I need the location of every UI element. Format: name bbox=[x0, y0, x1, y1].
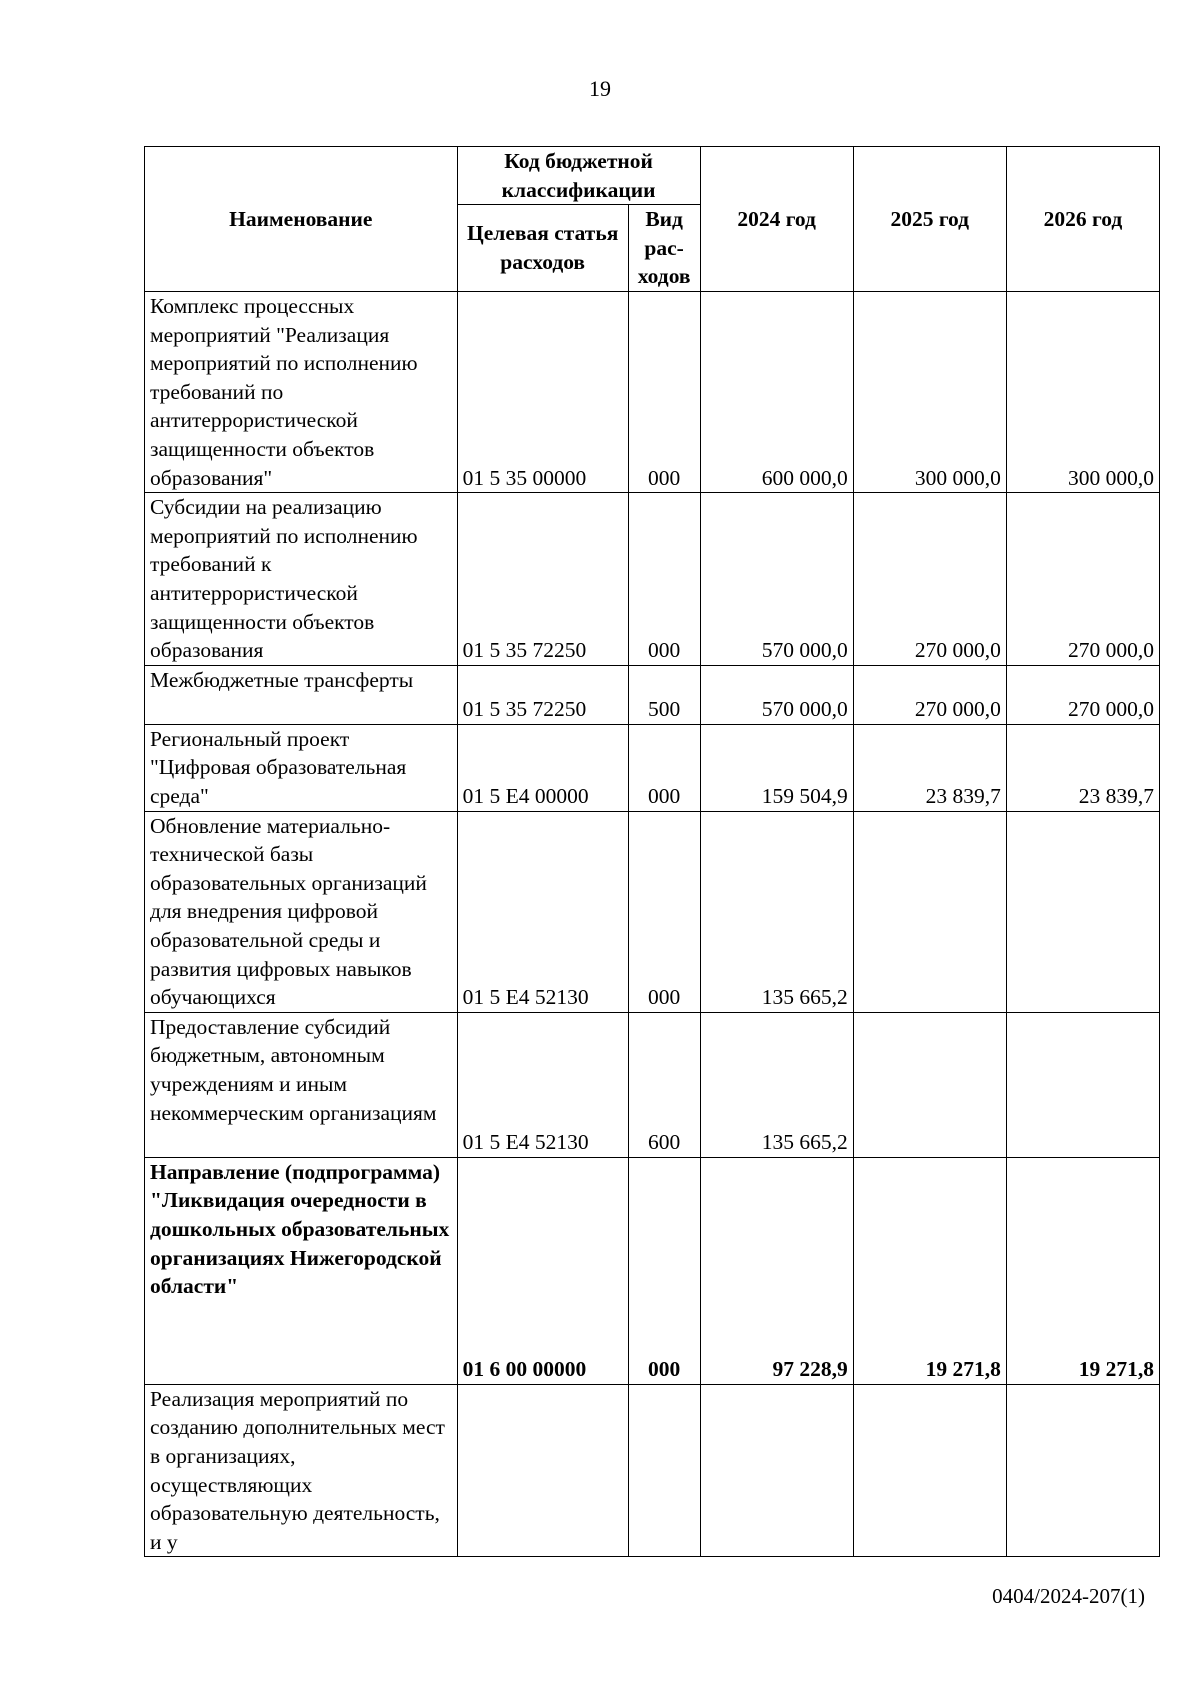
header-target-article: Целевая статья расходов bbox=[457, 205, 628, 292]
row-name: Реализация мероприятий по созданию дополнительных мест в организациях, осуществляющих образовательную деятельность, и у bbox=[145, 1384, 458, 1557]
row-target-code bbox=[457, 1384, 628, 1557]
row-name: Направление (подпрограмма) "Ликвидация очередности в дошкольных образовательных организациях Нижегородской области" bbox=[145, 1157, 458, 1384]
row-value-2025 bbox=[853, 1384, 1006, 1557]
row-value-2026: 23 839,7 bbox=[1006, 724, 1159, 811]
row-expense-kind: 000 bbox=[628, 724, 700, 811]
row-value-2024: 159 504,9 bbox=[700, 724, 853, 811]
row-name: Комплекс процессных мероприятий "Реализация мероприятий по исполнению требований по антитеррористической защищенности объектов образования" bbox=[145, 291, 458, 492]
row-name: Межбюджетные трансферты bbox=[145, 665, 458, 724]
budget-table bbox=[144, 146, 1160, 1557]
document-code: 0404/2024-207(1) bbox=[992, 1584, 1145, 1608]
row-name: Обновление материально-технической базы образовательных организаций для внедрения цифровой образовательной среды и развития цифровых навыков обучающихся bbox=[145, 811, 458, 1012]
header-expense-kind: Вид рас-ходов bbox=[628, 205, 700, 292]
row-value-2025: 19 271,8 bbox=[853, 1157, 1006, 1384]
row-target-code: 01 5 Е4 00000 bbox=[457, 724, 628, 811]
row-target-code: 01 5 35 72250 bbox=[457, 493, 628, 666]
row-value-2024: 570 000,0 bbox=[700, 493, 853, 666]
row-value-2026 bbox=[1006, 1012, 1159, 1157]
row-value-2026: 19 271,8 bbox=[1006, 1157, 1159, 1384]
row-name: Субсидии на реализацию мероприятий по исполнению требований к антитеррористической защищенности объектов образования bbox=[145, 493, 458, 666]
header-2025: 2025 год bbox=[853, 147, 1006, 292]
row-name: Региональный проект "Цифровая образовательная среда" bbox=[145, 724, 458, 811]
header-2024: 2024 год bbox=[700, 147, 853, 292]
header-2026: 2026 год bbox=[1006, 147, 1159, 292]
row-value-2025: 270 000,0 bbox=[853, 493, 1006, 666]
row-target-code: 01 5 35 72250 bbox=[457, 665, 628, 724]
row-value-2026: 270 000,0 bbox=[1006, 665, 1159, 724]
row-expense-kind: 000 bbox=[628, 493, 700, 666]
header-code-group: Код бюджетной классификации bbox=[457, 147, 700, 205]
row-expense-kind: 600 bbox=[628, 1012, 700, 1157]
row-value-2026 bbox=[1006, 811, 1159, 1012]
row-target-code: 01 6 00 00000 bbox=[457, 1157, 628, 1384]
row-name: Предоставление субсидий бюджетным, автономным учреждениям и иным некоммерческим организациям bbox=[145, 1012, 458, 1157]
row-value-2025: 270 000,0 bbox=[853, 665, 1006, 724]
header-name: Наименование bbox=[145, 147, 458, 292]
row-value-2025: 300 000,0 bbox=[853, 291, 1006, 492]
row-expense-kind: 000 bbox=[628, 811, 700, 1012]
row-value-2026 bbox=[1006, 1384, 1159, 1557]
row-expense-kind: 000 bbox=[628, 291, 700, 492]
row-target-code: 01 5 Е4 52130 bbox=[457, 811, 628, 1012]
row-value-2024: 135 665,2 bbox=[700, 1012, 853, 1157]
row-value-2026: 270 000,0 bbox=[1006, 493, 1159, 666]
row-expense-kind: 500 bbox=[628, 665, 700, 724]
row-value-2024: 97 228,9 bbox=[700, 1157, 853, 1384]
row-value-2024: 135 665,2 bbox=[700, 811, 853, 1012]
row-value-2024: 600 000,0 bbox=[700, 291, 853, 492]
row-value-2024: 570 000,0 bbox=[700, 665, 853, 724]
row-value-2025 bbox=[853, 811, 1006, 1012]
row-target-code: 01 5 Е4 52130 bbox=[457, 1012, 628, 1157]
row-value-2024 bbox=[700, 1384, 853, 1557]
row-value-2026: 300 000,0 bbox=[1006, 291, 1159, 492]
row-value-2025 bbox=[853, 1012, 1006, 1157]
page-number: 19 bbox=[589, 76, 611, 101]
row-target-code: 01 5 35 00000 bbox=[457, 291, 628, 492]
row-value-2025: 23 839,7 bbox=[853, 724, 1006, 811]
row-expense-kind: 000 bbox=[628, 1157, 700, 1384]
row-expense-kind bbox=[628, 1384, 700, 1557]
